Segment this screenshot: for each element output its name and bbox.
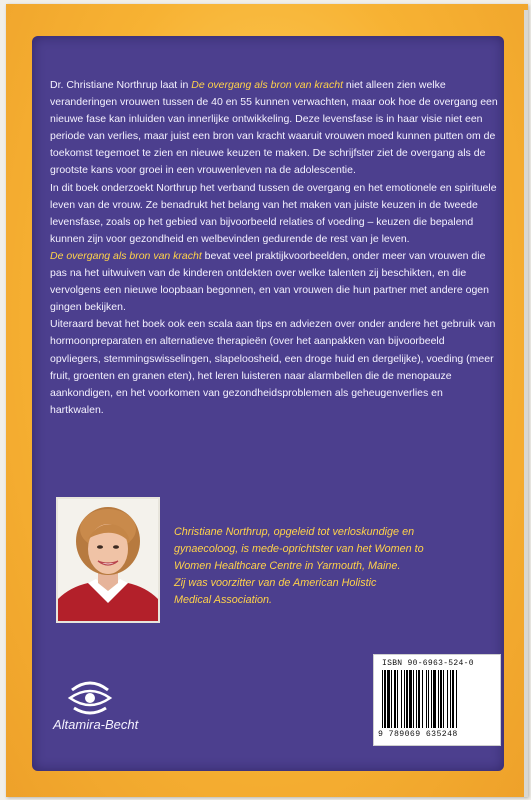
barcode-bar: [428, 670, 429, 728]
barcode-bar: [447, 670, 448, 728]
barcode-bar: [431, 670, 432, 728]
barcode-bar: [450, 670, 451, 728]
author-bio: [174, 524, 504, 609]
ean-number: 9 789069 635248: [378, 730, 458, 739]
bio-line: Medical Association.: [174, 594, 273, 606]
barcode-bar: [391, 670, 392, 728]
barcode-bar: [394, 670, 396, 728]
blurb-text: [50, 77, 498, 419]
publisher-name: Altamira-Becht: [53, 717, 139, 732]
bio-line: Zij was voorzitter van de American Holistic: [174, 577, 377, 589]
barcode-bar: [404, 670, 405, 728]
book-back-cover: [6, 4, 528, 797]
barcode-bar: [413, 670, 414, 728]
blurb-paragraph-2: In dit boek onderzoekt Northrup het verband tussen de overgang en het emotionele en spirituele leven van de vrouw. Ze benadrukt het belang van het maken van juiste keuzen in de tweede levensfase, zoals op het gebied van bijvoorbeeld relaties of voeding – keuzen die bepalend kunnen zijn voor gezondheid en welbevinden gedurende de rest van je leven.: [50, 181, 497, 245]
barcode-bar: [452, 670, 454, 728]
author-portrait-icon: [58, 499, 158, 621]
barcode-bar: [382, 670, 383, 728]
barcode-bar: [433, 670, 436, 728]
blurb-paragraph-4: Uiteraard bevat het boek ook een scala aan tips en adviezen over onder andere het gebruik van hormoonpreparaten en alternatieve therapieën (over het aanpakken van bijvoorbeeld opvliegers, stemmingswisselingen, slapeloosheid, een droge huid en dergelijke), voeding (meer fruit, groenten en granen eten), het leren luisteren naar alarmbellen die de menopauze aankondigen, en het voorkomen van gezondheidsproblemen als geheugenverlies en hartkwalen.: [50, 318, 496, 416]
barcode-bar: [397, 670, 398, 728]
barcode-bar: [387, 670, 390, 728]
barcode-bar: [440, 670, 442, 728]
barcode-icon: [380, 670, 494, 728]
book-title-reference: De overgang als bron van kracht: [191, 79, 343, 91]
publisher-logo-icon: [66, 674, 114, 718]
barcode-bar: [426, 670, 427, 728]
bio-line: Christiane Northrup, opgeleid tot verloskundige en: [174, 526, 415, 538]
isbn-number: ISBN 90-6963-524-0: [382, 659, 474, 668]
barcode-bar: [401, 670, 402, 728]
book-title-reference: De overgang als bron van kracht: [50, 249, 202, 262]
barcode-bar: [384, 670, 386, 728]
blurb-text-span: bevat veel praktijkvoorbeelden, onder meer van vrouwen die pas na het uitwuiven van de kinderen ontdekten over welke talenten zij beschikten, en die vervolgens een nieuwe loopbaan begonnen, en van vrouwen die hun partner met andere ogen gingen bekijken.: [50, 249, 489, 314]
barcode-bar: [438, 670, 439, 728]
barcode-bar: [418, 670, 420, 728]
barcode-bar: [443, 670, 444, 728]
barcode-bar: [409, 670, 412, 728]
barcode-bar: [456, 670, 457, 728]
author-photo: [56, 497, 160, 623]
barcode-bar: [422, 670, 423, 728]
bio-line: gynaecoloog, is mede-oprichtster van het Women to: [174, 543, 424, 555]
blurb-paragraph-1: [50, 77, 498, 180]
barcode-bar: [416, 670, 417, 728]
spine-edge: [524, 10, 528, 797]
barcode-bar: [406, 670, 408, 728]
blurb-paragraph-3: [50, 248, 498, 316]
blurb-text-span: niet alleen zien welke veranderingen vrouwen tussen de 40 en 55 kunnen verwachten, maar ook hoe de overgang een nieuwe fase kan inluiden van innerlijke ontwikkeling. Deze levensfase is in haar visie niet een periode van verlies, maar juist een bron van kracht waaruit vrouwen moed kunnen putten om de toekomst tegemoet te zien en nieuwe keuzen te maken. De schrijfster ziet de overgang als de grootste kans voor groei in een vrouwenleven na de adolescentie.: [50, 79, 498, 177]
blurb-text-span: Dr. Christiane Northrup laat in: [50, 79, 192, 91]
barcode-label: [373, 654, 501, 746]
bio-line: Women Healthcare Centre in Yarmouth, Maine.: [174, 560, 401, 572]
